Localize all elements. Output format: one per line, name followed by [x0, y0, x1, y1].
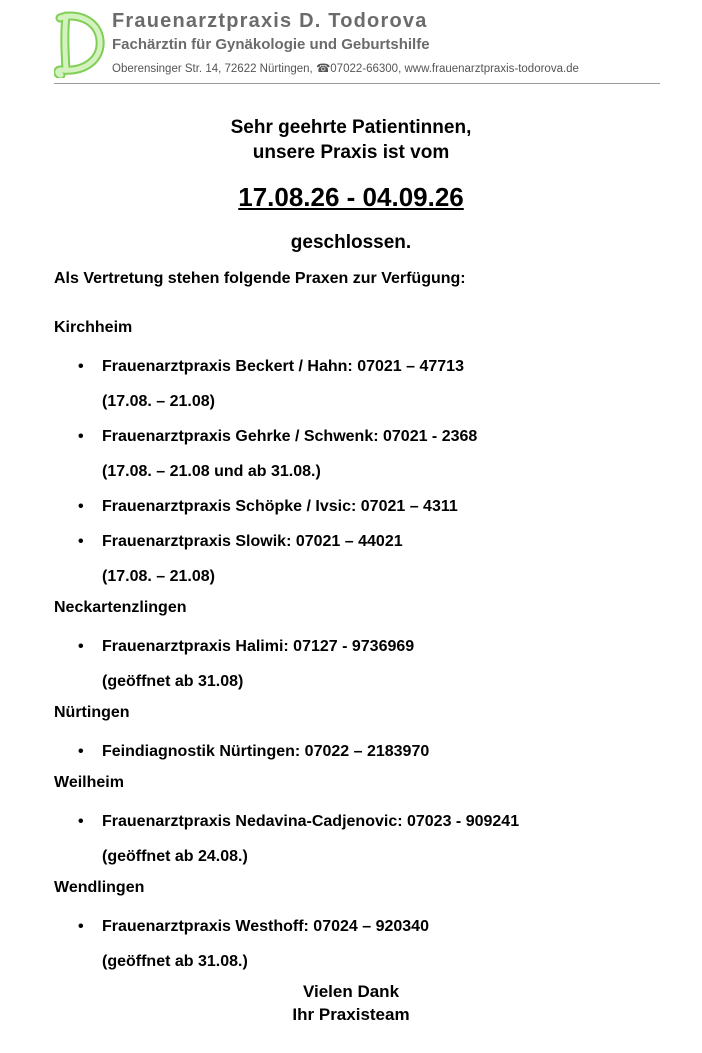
practice-entry: [54, 804, 694, 874]
thanks-text: Vielen Dank: [302, 982, 400, 1001]
address-contact: 07022-66300, www.frauenarztpraxis-todorova.de: [330, 63, 579, 75]
letterhead: [54, 8, 660, 82]
practice-hours-note: (17.08. – 21.08 und ab 31.08.): [102, 463, 321, 480]
practice-contact: Frauenarztpraxis Beckert / Hahn: 07021 – 47713: [102, 358, 464, 375]
practice-entry: [54, 524, 694, 594]
practice-contact: Frauenarztpraxis Slowik: 07021 – 44021: [102, 533, 403, 550]
bullet-icon: •: [78, 358, 84, 375]
bullet-icon: •: [78, 533, 84, 550]
substitute-list: [54, 314, 694, 979]
practice-hours-note: (geöffnet ab 31.08): [102, 673, 244, 690]
bullet-icon: •: [78, 638, 84, 655]
substitute-intro: Als Vertretung stehen folgende Praxen zur Verfügung:: [54, 270, 466, 287]
practice-contact: Frauenarztpraxis Halimi: 07127 - 9736969: [102, 638, 415, 655]
town-heading: Nürtingen: [54, 704, 130, 721]
d-logo-icon: [54, 10, 108, 78]
closed-label: geschlossen.: [290, 232, 412, 253]
bullet-icon: •: [78, 813, 84, 830]
practice-hours-note: (geöffnet ab 24.08.): [102, 848, 248, 865]
praxis-name: Frauenarztpraxis D. Todorova: [112, 10, 428, 32]
practice-contact: Feindiagnostik Nürtingen: 07022 – 2183970: [102, 743, 430, 760]
greeting: [0, 115, 702, 165]
town-heading: Neckartenzlingen: [54, 599, 187, 616]
practice-entry: [54, 419, 694, 489]
bullet-icon: •: [78, 498, 84, 515]
bullet-icon: •: [78, 428, 84, 445]
phone-icon: ☎: [315, 63, 331, 75]
town-heading: Weilheim: [54, 774, 124, 791]
practice-entry: [54, 489, 694, 524]
practice-hours-note: (17.08. – 21.08): [102, 393, 215, 410]
practice-hours-note: (geöffnet ab 31.08.): [102, 953, 248, 970]
address-street: Oberensinger Str. 14, 72622 Nürtingen,: [112, 63, 313, 75]
praxis-subtitle: Fachärztin für Gynäkologie und Geburtshilfe: [112, 36, 430, 53]
practice-entry: [54, 909, 694, 979]
town-heading: Kirchheim: [54, 319, 133, 336]
practice-entry: [54, 349, 694, 419]
closure-dates: 17.08.26 - 04.09.26: [238, 182, 464, 212]
practice-contact: Frauenarztpraxis Gehrke / Schwenk: 07021 - 2368: [102, 428, 478, 445]
greeting-line-1: Sehr geehrte Patientinnen,: [230, 117, 472, 138]
practice-contact: Frauenarztpraxis Nedavina-Cadjenovic: 07023 - 909241: [102, 813, 520, 830]
team-signature: Ihr Praxisteam: [292, 1005, 410, 1024]
practice-entry: [54, 734, 694, 769]
bullet-icon: •: [78, 743, 84, 760]
practice-contact: Frauenarztpraxis Schöpke / Ivsic: 07021 – 4311: [102, 498, 458, 515]
practice-contact: Frauenarztpraxis Westhoff: 07024 – 920340: [102, 918, 429, 935]
praxis-address: [112, 61, 579, 75]
practice-hours-note: (17.08. – 21.08): [102, 568, 215, 585]
greeting-line-2: unsere Praxis ist vom: [252, 142, 450, 163]
header-divider: [54, 83, 660, 84]
bullet-icon: •: [78, 918, 84, 935]
practice-entry: [54, 629, 694, 699]
town-heading: Wendlingen: [54, 879, 145, 896]
closing: [0, 980, 702, 1026]
